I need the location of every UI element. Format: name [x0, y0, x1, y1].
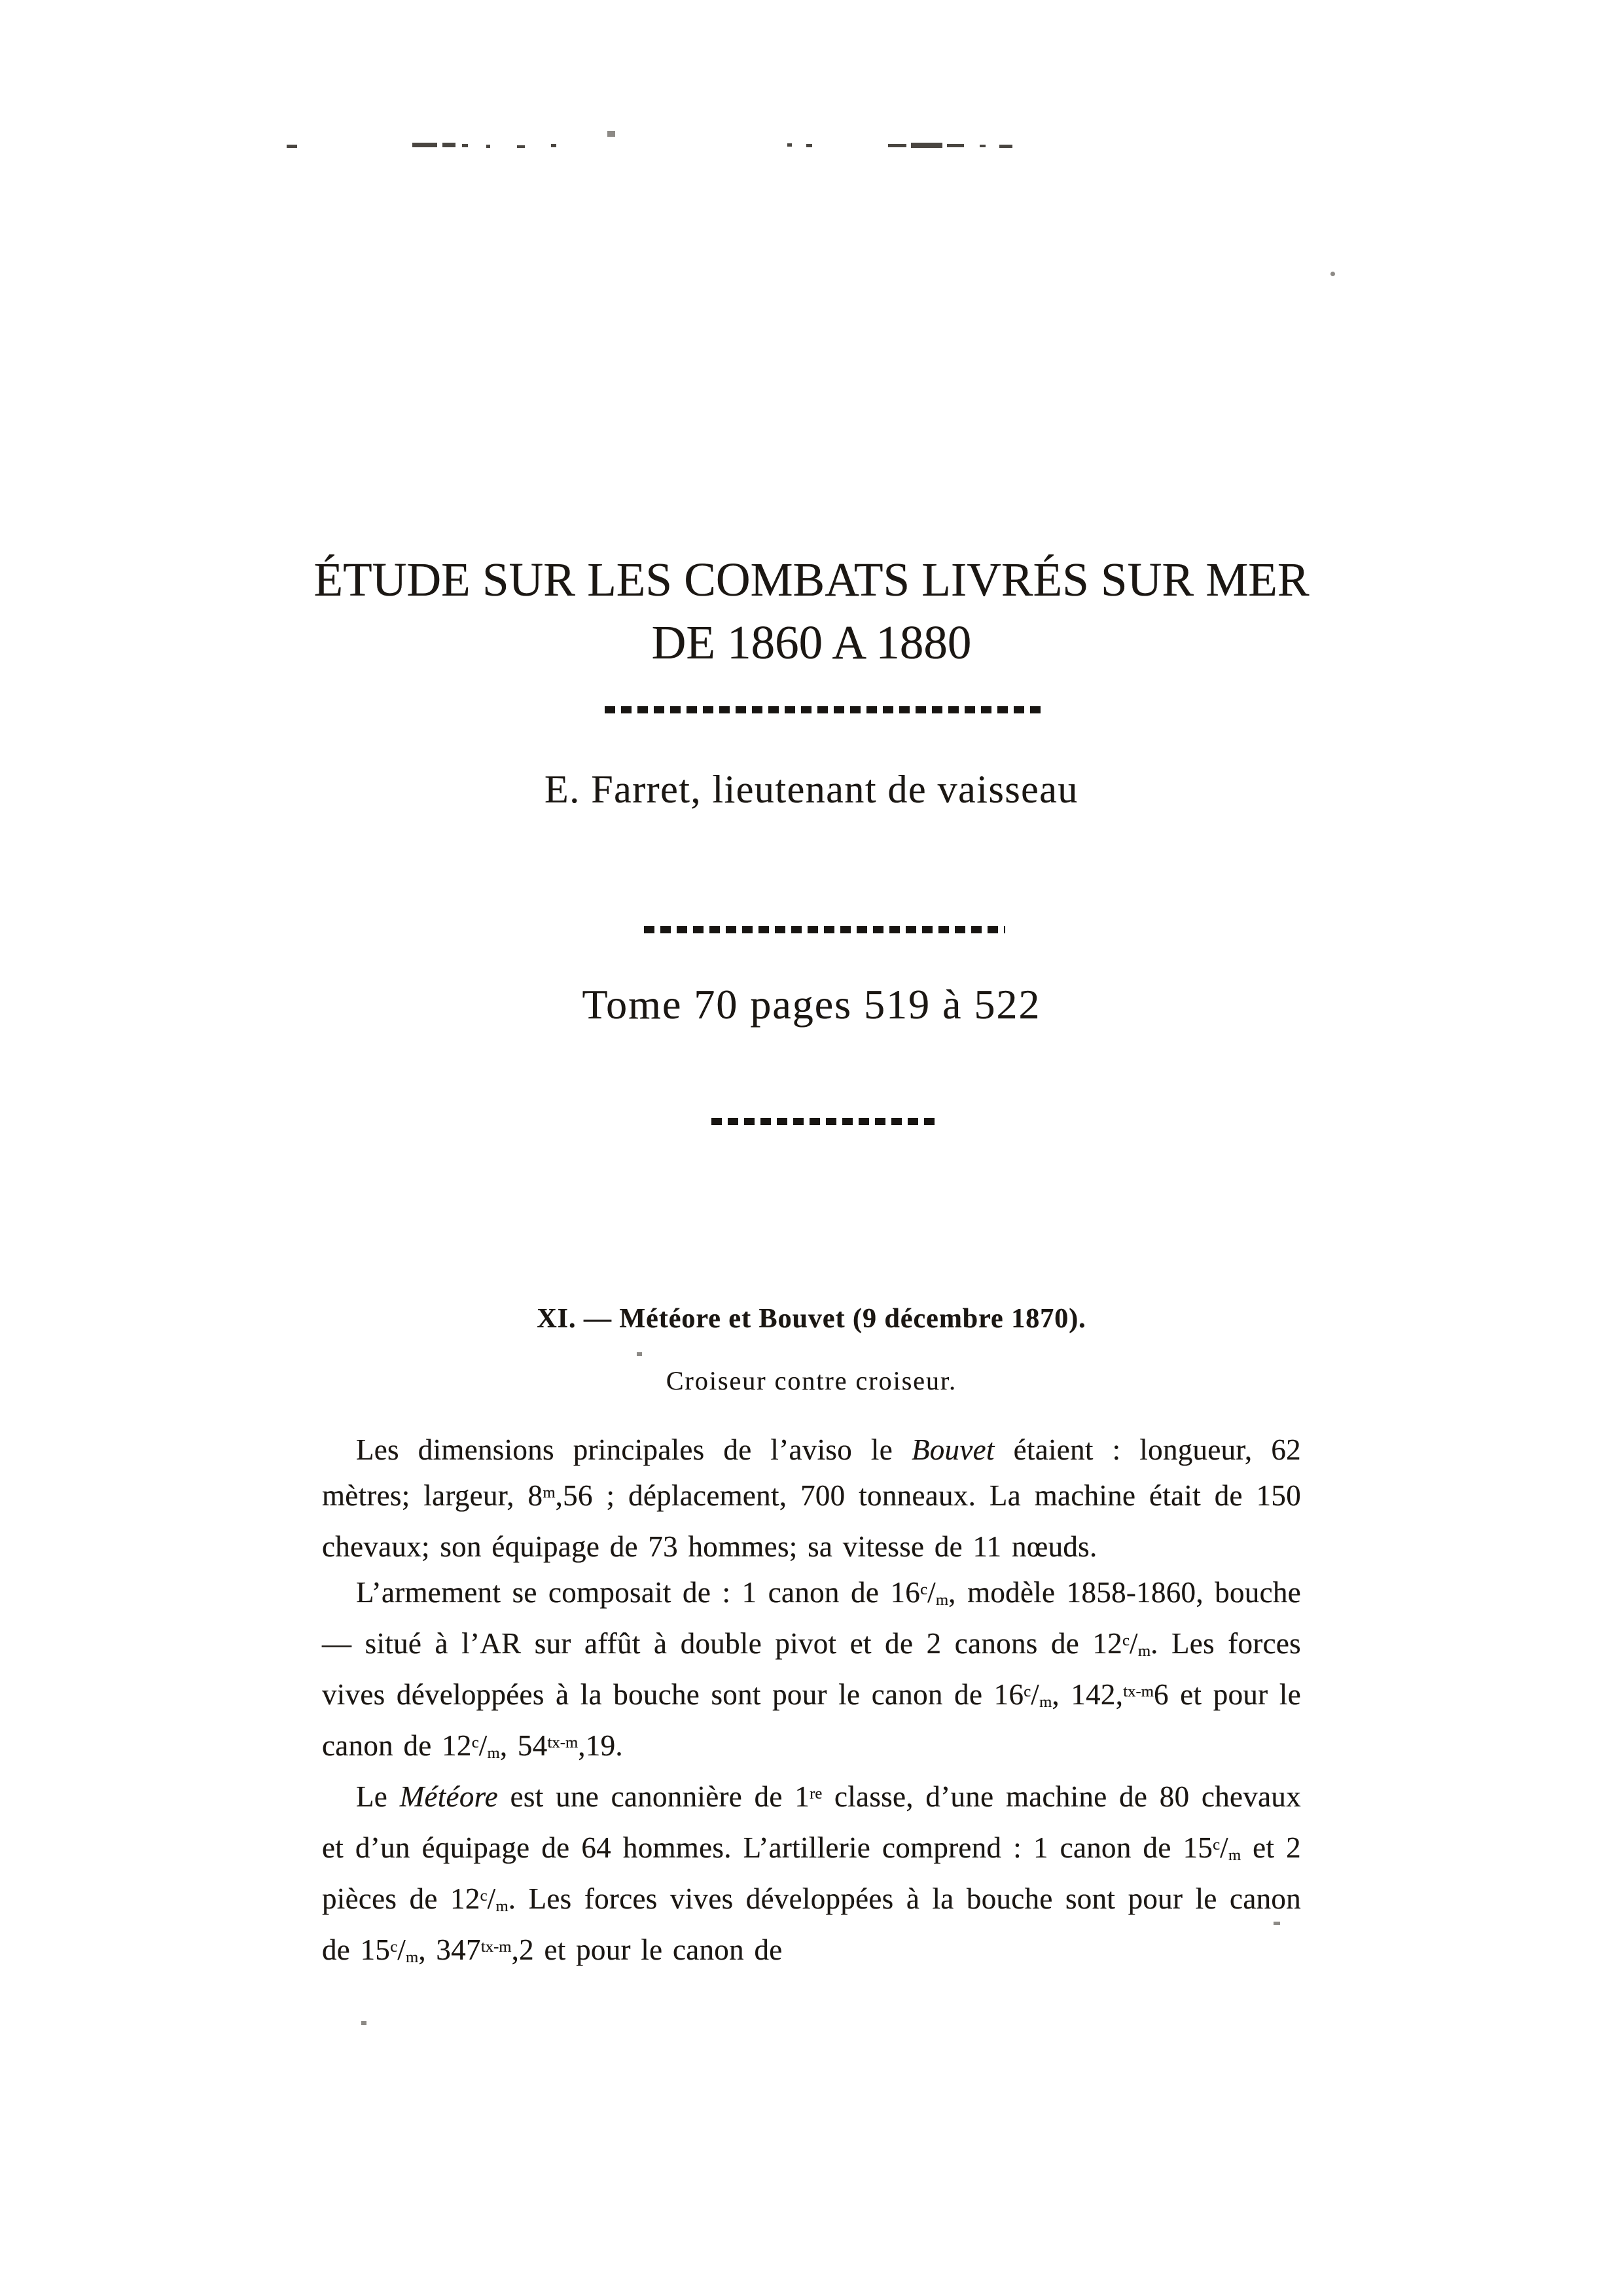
- section-heading: XI. — Météore et Bouvet (9 décembre 1870).: [537, 1304, 1086, 1334]
- scan-artifact: [412, 143, 437, 147]
- scan-artifact: [486, 145, 490, 148]
- scan-artifact: [517, 145, 525, 148]
- author-line: E. Farret, lieutenant de vaisseau: [544, 768, 1079, 811]
- scan-artifact: [442, 143, 455, 147]
- scan-artifact: [361, 2021, 366, 2025]
- scan-artifact: [551, 144, 556, 147]
- section-subtitle: Croiseur contre croiseur.: [666, 1366, 957, 1395]
- paragraph-1: Les dimensions principales de l’aviso le Bouvet étaient : longueur, 62 mètres; largeur, 8$^m$,56 ; déplacement, 700 tonneaux. La machine était de 150 chevaux; son équipage de 73 hommes; sa vitesse de 11 nœuds.: [322, 1433, 1302, 1563]
- scan-artifact: [1330, 272, 1335, 276]
- scan-artifact: [999, 145, 1012, 148]
- dashed-separator-3: [711, 1118, 938, 1125]
- volume-reference: Tome 70 pages 519 à 522: [582, 981, 1041, 1028]
- scan-artifact: [980, 145, 986, 147]
- scan-artifact: [637, 1352, 642, 1356]
- title-line-2: DE 1860 A 1880: [651, 616, 972, 669]
- paragraph-3: Le Météore est une canonnière de 1re classe, d’une machine de 80 chevaux et d’un équipage de 64 hommes. L’artillerie comprend : 1 canon de $15^c/_m$ et 2 pièces de $12^c/_m$. Les forces vives développées à la bouche sont pour le canon de $15^c/_m$, $347^{tx-m},2$ et pour le canon de: [322, 1780, 1301, 1967]
- scan-artifact: [806, 144, 812, 147]
- body-text: [322, 1427, 1301, 1978]
- scan-artifact: [787, 143, 792, 147]
- scan-artifact: [607, 131, 615, 137]
- scan-artifact: [462, 144, 468, 147]
- paragraph-2: L’armement se composait de : 1 canon de $16^c/_m$, modèle 1858-1860, bouche — situé à l’AR sur affût à double pivot et de 2 canons de $12^c/_m$. Les forces vives développées à la bouche sont pour le canon de $16^c/_m$, 142,$^{tx-m}$6 et pour le canon de $12^c/_m$, $54^{tx-m},19$.: [322, 1576, 1301, 1763]
- scan-artifact: [888, 144, 906, 147]
- scan-artifact: [947, 144, 964, 147]
- dashed-separator-2: [644, 926, 1005, 933]
- scan-artifact: [287, 145, 297, 148]
- dashed-separator-1: [605, 706, 1044, 713]
- title-line-1: ÉTUDE SUR LES COMBATS LIVRÉS SUR MER: [313, 553, 1310, 606]
- document-title: [0, 548, 1623, 674]
- scan-artifact: [911, 143, 942, 148]
